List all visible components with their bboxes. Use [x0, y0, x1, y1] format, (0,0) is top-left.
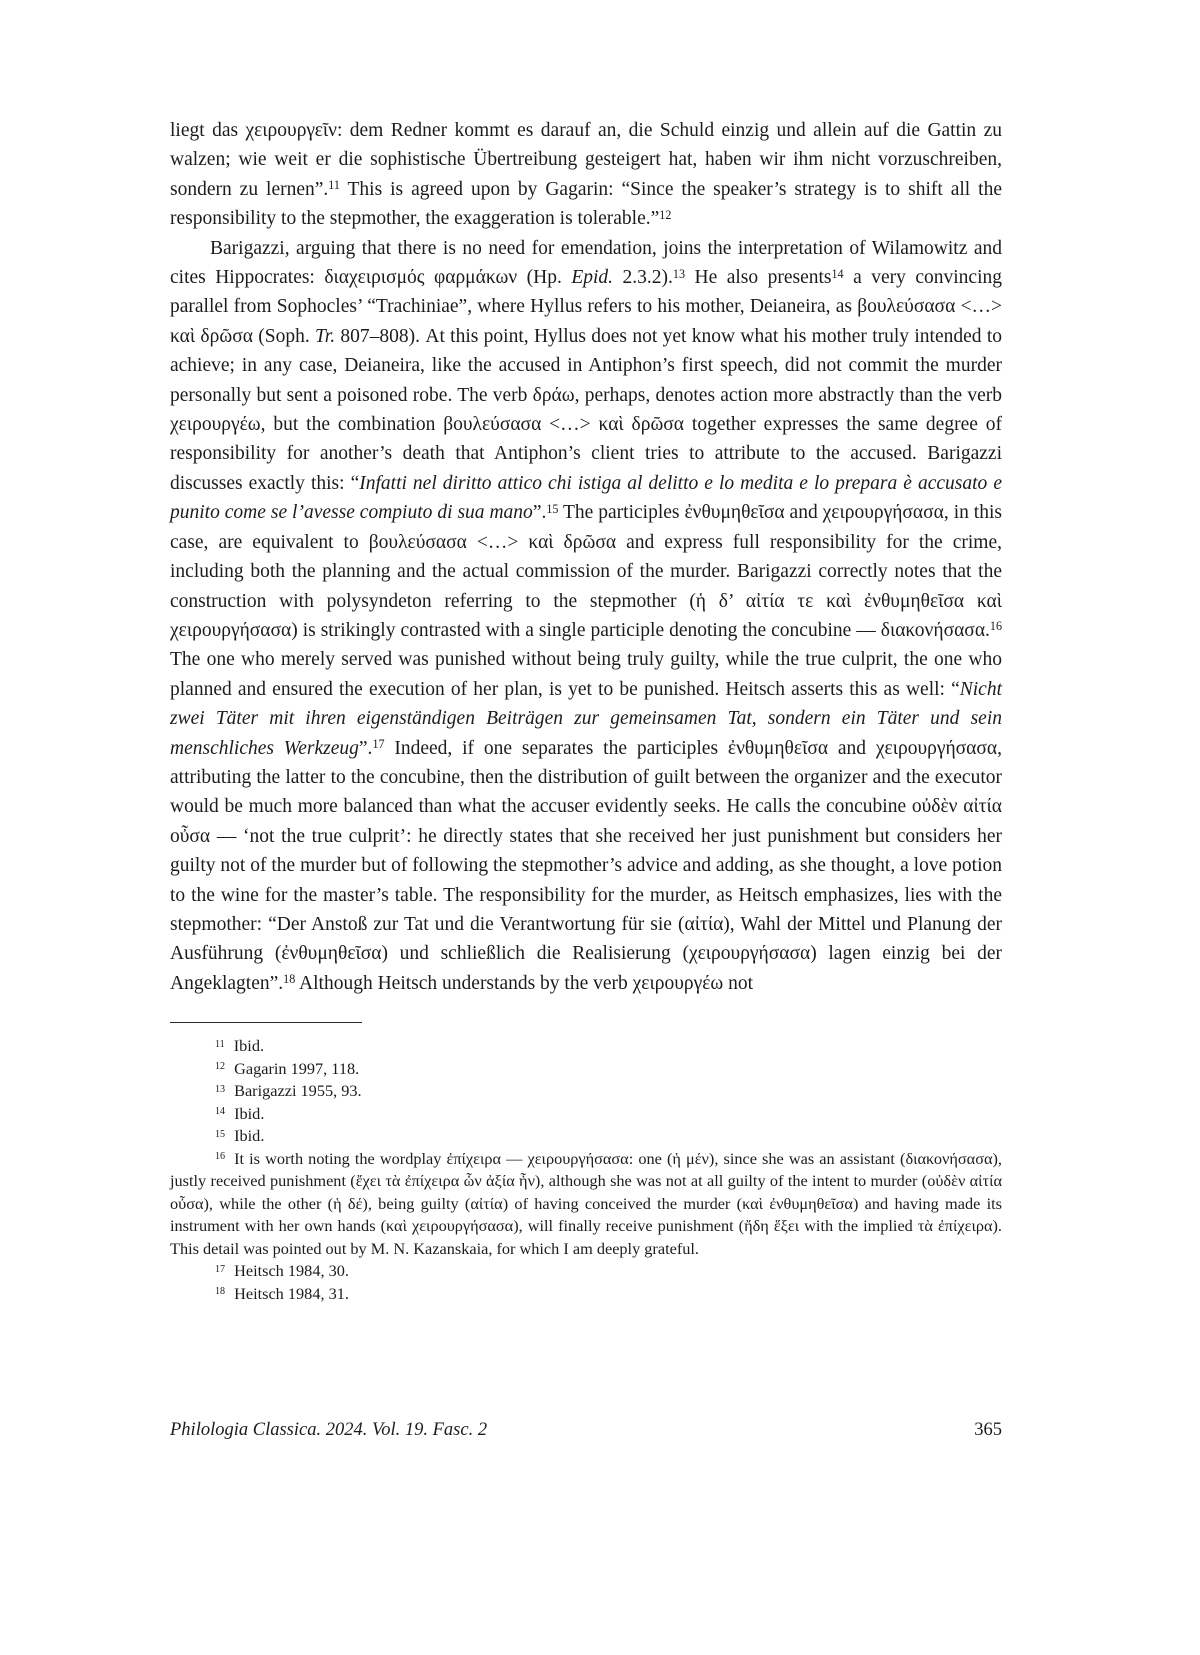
- text-run: Infatti nel diritto attico chi istiga al delitto e lo medita e lo prepara è accusato e punito come se l’avesse compiuto di sua mano: [170, 472, 1002, 524]
- footnote-number: 11: [215, 1038, 225, 1050]
- text-run: a very convincing parallel from Sophocles’ “Trachiniae”, where Hyllus refers to his mother, Deianeira, as βουλεύσασα <…> καὶ δρῶσα (Soph.: [170, 267, 1003, 347]
- text-run: Heitsch 1984, 30.: [234, 1261, 349, 1281]
- text-run: The one who merely served was punished without being truly guilty, while the true culprit, the one who planned and ensured the execution of her plan, is yet to be punished. Heitsch asserts this as well: “: [170, 649, 1002, 700]
- page-content: [170, 116, 1002, 1305]
- footnote-separator-rule: [170, 1022, 362, 1023]
- text-run: 807–808). At this point, Hyllus does not yet know what his mother truly intended to achieve; in any case, Deianeira, like the accused in Antiphon’s first speech, did not commit the murder personally but sent a poisoned robe. The verb δράω, perhaps, denotes action more abstractly than the verb χειρουργέω, but the combination βουλεύσασα <…> καὶ δρῶσα together expresses the same degree of responsibility for another’s death that Antiphon’s client tries to attribute to the accused. Barigazzi discusses exactly this: “: [170, 325, 1002, 494]
- footnote-number: 13: [215, 1083, 226, 1095]
- footnote-number: 14: [215, 1106, 226, 1118]
- footnote: [170, 1058, 1002, 1081]
- body-text: [170, 116, 1002, 998]
- text-run: 2.3.2).: [613, 267, 673, 289]
- footnote-number: 15: [215, 1128, 226, 1140]
- body-paragraph: [170, 116, 1002, 234]
- text-run: ”.: [532, 502, 547, 524]
- text-run: Ibid.: [234, 1126, 265, 1146]
- text-run: Gagarin 1997, 118.: [234, 1058, 360, 1078]
- text-run: Ibid.: [234, 1103, 265, 1123]
- text-run: Barigazzi 1955, 93.: [234, 1081, 362, 1101]
- text-run: Tr.: [315, 325, 336, 347]
- body-paragraph: [170, 234, 1002, 999]
- footnote: [170, 1125, 1002, 1148]
- footnote-number: 18: [215, 1286, 226, 1298]
- text-run: liegt das χειρουργεῖν: dem Redner kommt es darauf an, die Schuld einzig und allein auf die Gattin zu walzen; wie weit er die sophistische Übertreibung gesteigert hat, haben wir ihm nicht vorzuschreiben, sondern zu lernen”.: [170, 120, 1002, 200]
- footnote-number: 12: [215, 1061, 226, 1073]
- footnote-number: 16: [215, 1151, 226, 1163]
- footnote-marker: 18: [283, 972, 296, 987]
- journal-citation: Philologia Classica. 2024. Vol. 19. Fasc. 2: [170, 1420, 488, 1440]
- text-run: Heitsch 1984, 31.: [234, 1283, 349, 1303]
- footnote: [170, 1260, 1002, 1283]
- text-run: He also presents: [685, 267, 832, 289]
- footnote: [170, 1035, 1002, 1058]
- footnote-marker: 12: [659, 207, 672, 222]
- text-run: Epid.: [571, 267, 614, 289]
- footnote-marker: 11: [328, 178, 340, 193]
- footnote-marker: 16: [989, 619, 1002, 634]
- page-footer: [170, 1420, 1002, 1441]
- footnote-marker: 13: [672, 266, 685, 281]
- text-run: Nicht zwei Täter mit ihren eigenständigen Beiträgen zur gemeinsamen Tat, sondern ein Täter und sein menschliches Werkzeug: [170, 678, 1002, 759]
- footnote: [170, 1148, 1002, 1261]
- text-run: Although Heitsch understands by the verb χειρουργέω not: [295, 972, 754, 994]
- text-run: ”.: [358, 737, 373, 759]
- text-run: The participles ἐνθυμηθεῖσα and χειρουργήσασα, in this case, are equivalent to βουλεύσασα <…> καὶ δρῶσα and express full responsibility for the crime, including both the planning and the actual commission of the murder. Barigazzi correctly notes that the construction with polysyndeton referring to the stepmother (ἡ δ’ αἰτία τε καὶ ἐνθυμηθεῖσα καὶ χειρουργήσασα) is strikingly contrasted with a single participle denoting the concubine — διακονήσασα.: [170, 502, 1002, 641]
- footnote-marker: 15: [546, 501, 559, 516]
- text-run: It is worth noting the wordplay ἐπίχειρα — χειρουργήσασα: one (ἡ μέν), since she was an assistant (διακονήσασα), justly received punishment (ἔχει τὰ ἐπίχειρα ὧν ἀξία ἦν), although she was not at all guilty of the intent to murder (οὐδὲν αἰτία οὖσα), while the other (ἡ δέ), being guilty (αἰτία) of having conceived the murder (καὶ ἐνθυμηθεῖσα) and having made its instrument with her own hands (καὶ χειρουργήσασα), will finally receive punishment (ἤδη ἕξει with the implied τὰ ἐπίχειρα). This detail was pointed out by M. N. Kazanskaia, for which I am deeply grateful.: [170, 1148, 1002, 1258]
- footnote: [170, 1283, 1002, 1306]
- text-run: This is agreed upon by Gagarin: “Since the speaker’s strategy is to shift all the responsibility to the stepmother, the exaggeration is tolerable.”: [170, 178, 1002, 230]
- footnote-number: 17: [215, 1263, 226, 1275]
- footnote-marker: 17: [372, 737, 385, 752]
- footnotes-section: [170, 1035, 1002, 1305]
- footnote: [170, 1080, 1002, 1103]
- text-run: Indeed, if one separates the participles ἐνθυμηθεῖσα and χειρουργήσασα, attributing the latter to the concubine, then the distribution of guilt between the organizer and the executor would be much more balanced than what the accuser evidently seeks. He calls the concubine οὐδὲν αἰτία οὖσα — ‘not the true culprit’: he directly states that she received her just punishment but considers her guilty not of the murder but of following the stepmother’s advice and adding, as she thought, a love potion to the wine for the master’s table. The responsibility for the murder, as Heitsch emphasizes, lies with the stepmother: “Der Anstoß zur Tat und die Verantwortung für sie (αἰτία), Wahl der Mittel und Planung der Ausführung (ἐνθυμηθεῖσα) und schließlich die Realisierung (χειρουργήσασα) lagen einzig bei der Angeklagten”.: [170, 737, 1002, 994]
- footnote-marker: 14: [831, 266, 844, 281]
- text-run: Barigazzi, arguing that there is no need for emendation, joins the interpretation of Wilamowitz and cites Hippocrates: διαχειρισμός φαρμάκων (Hp.: [170, 237, 1002, 289]
- text-run: Ibid.: [233, 1036, 265, 1056]
- page-number: 365: [974, 1420, 1002, 1440]
- footnote: [170, 1103, 1002, 1126]
